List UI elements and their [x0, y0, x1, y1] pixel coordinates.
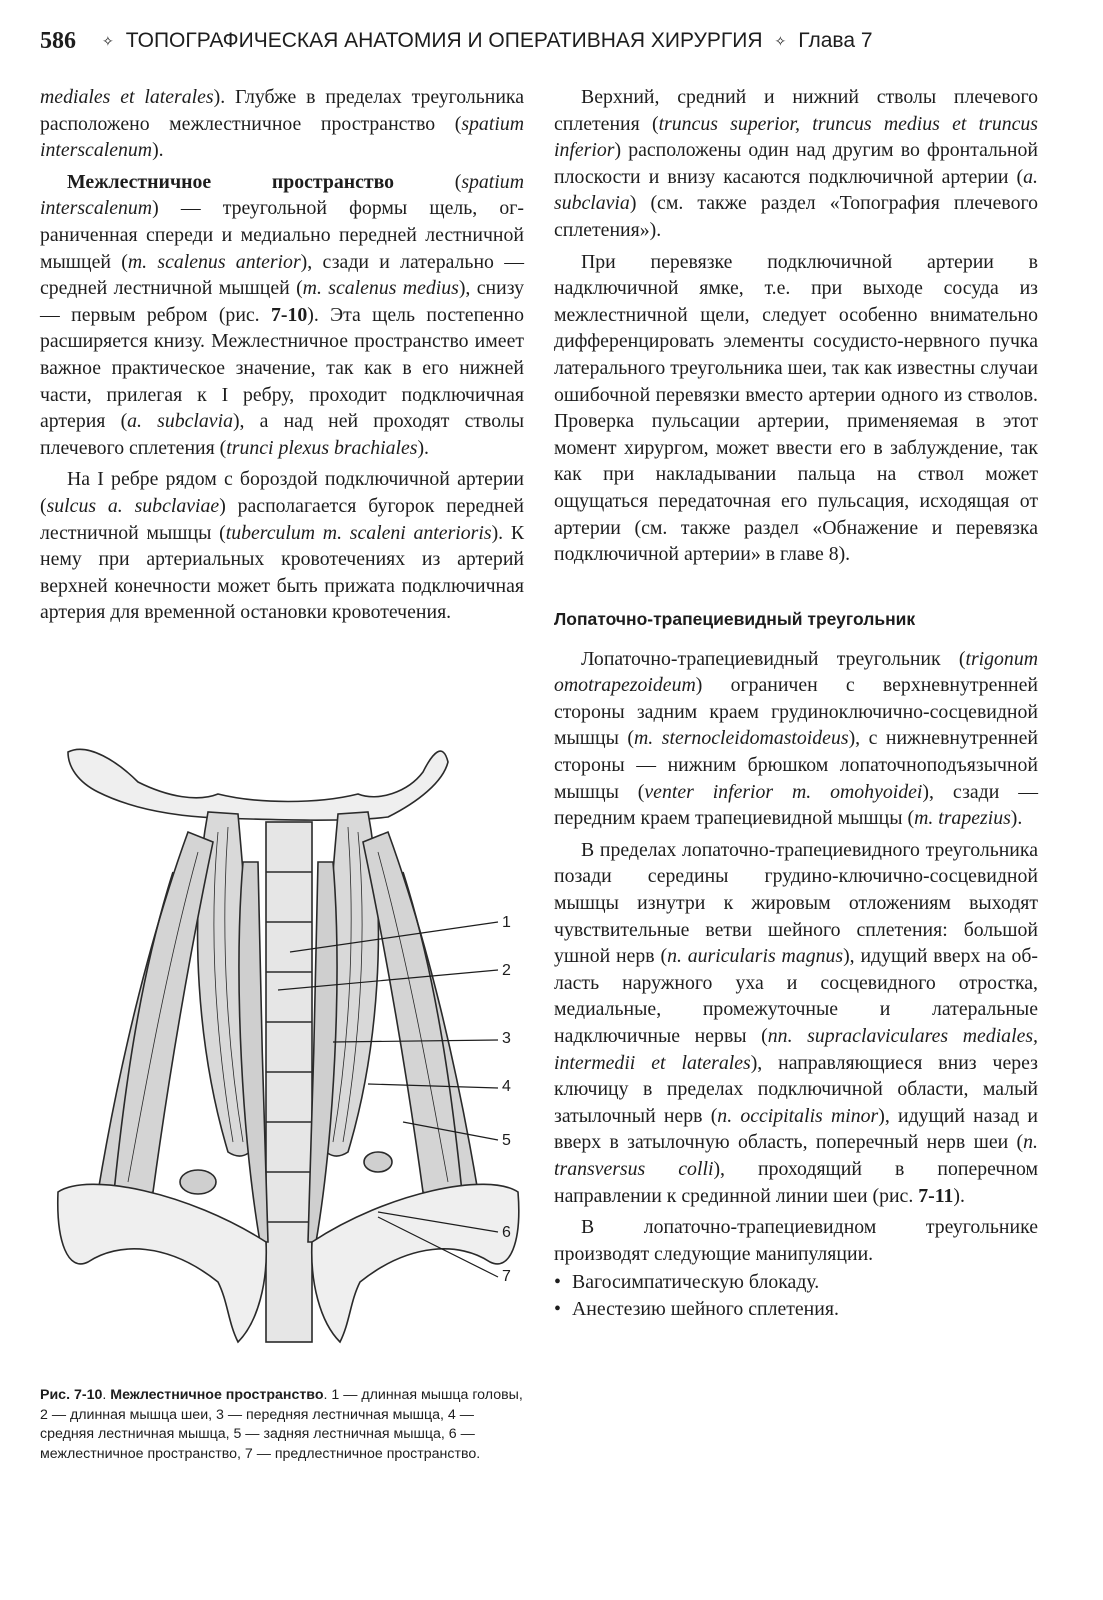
figure-callout: 1: [502, 914, 511, 931]
figure-caption: Рис. 7-10. Межлестничное пространство. 1 — длинная мышца головы, 2 — длинная мышца шеи, 3 — передняя лестничная мышца, 4 — средняя лестничная мышца, 5 — задняя лестничная мышца, 6 — межлестничное пространство, 7 — предлестничное пространство.: [40, 1387, 523, 1462]
diamond-icon: ✧: [102, 32, 114, 49]
paragraph: Межлестничное пространство (spatium interscalenum) — треугольной формы щель, ограниченная спереди и медиально передней лестничной мышцей (m. scalenus anterior), сзади и латерально — средней лестничной мышцей (m. scalenus medius), снизу — первым ребром (рис. 7-10). Эта щель постепенно расширяется книзу. Межлестничное пространство имеет важное практическое значение, так как в его нижней части, прилегая к I ребру, проходит подключичная артерия (a. subclavia), а над ней проходят стволы плечевого сплетения (trunci plexus brachiales).: [40, 170, 524, 459]
paragraph: При перевязке подключичной артерии в надключичной ямке, т.е. при выходе сосуда из межлестничной щели, следует особенно внимательно дифференцировать элементы сосудисто-нервного пучка латерального треугольника шеи, так как известны случаи ошибочной перевязки вместо артерии одного из стволов. Проверка пульсации артерии, применяемая в этот момент хирургом, может ввести его в заблуждение, так как при накладывании пальца на ствол может ощущаться передаточная его пульсация, исходящая от артерии (см. также раздел «Обнажение и перевязка подключичной артерии» в главе 8).: [554, 250, 1038, 566]
right-column: [554, 84, 1038, 1323]
page-header: [40, 24, 1080, 58]
chapter-label: Глава 7: [798, 29, 873, 52]
page-number: 586: [40, 27, 76, 54]
figure-callout: 3: [502, 1030, 511, 1047]
section-heading: Лопаточно-трапециевидный треугольник: [554, 608, 916, 629]
neck-muscles-illustration: [28, 722, 548, 1382]
paragraph: В пределах лопаточно-трапециевидного треугольника позади середины грудино-ключично-сосцевидной мышцы изнутри к жировым отложениям выходят чувствительные ветви шейного сплетения: большой ушной нерв (n. auricularis magnus), идущий вверх на область наружного уха и сосцевидного отростка, медиальные, промежуточные и латеральные надключичные нервы (nn. supraclaviculares mediales, intermedii et laterales), направляющиеся вниз через ключицу в пределах подключичной области, малый затылочный нерв (n. occipitalis minor), идущий назад и вверх в затылочную область, поперечный нерв шеи (n. transversus colli), проходящий в поперечном направлении к срединной линии шеи (рис. 7-11).: [554, 838, 1039, 1207]
left-column: [40, 84, 524, 626]
list-item: • Вагосимпатическую блокаду.: [554, 1269, 1038, 1296]
figure-callout: 7: [502, 1268, 511, 1285]
paragraph: mediales et laterales). Глубже в пределах треугольника расположено межлестничное пространство (spatium interscalenum).: [40, 86, 524, 162]
book-title: ТОПОГРАФИЧЕСКАЯ АНАТОМИЯ И ОПЕРАТИВНАЯ ХИРУРГИЯ: [125, 29, 763, 52]
paragraph: В лопаточно-трапециевидном треугольнике производят следующие манипуляции.: [554, 1216, 1038, 1265]
figure-callout: 5: [502, 1132, 511, 1149]
paragraph: На I ребре рядом с бороздой подключичной артерии (sulcus a. subclaviae) располагается бугорок передней лестничной мышцы (tuberculum m. scaleni anterioris). К нему при артериальных кровотечениях из артерий верхней конечности может быть прижата подключичная артерия для временной остановки кровотечения.: [40, 468, 525, 624]
figure-callout: 4: [502, 1078, 511, 1095]
list-item: • Анестезию шейного сплетения.: [554, 1296, 1038, 1323]
figure-callout: 6: [502, 1224, 511, 1241]
figure-callout: 2: [502, 962, 511, 979]
anatomy-figure: [28, 722, 548, 1382]
paragraph: Лопаточно-трапециевидный треугольник (trigonum omotrapezoideum) ограничен с верхневнутренней стороны задним краем грудиноключично-сосцевидной мышцы (m. sternocleidomastoideus), с нижневнутренней стороны — нижним брюшком лопаточноподъязычной мышцы (venter inferior m. omohyoidei), сзади — передним краем трапециевидной мышцы (m. trapezius).: [554, 647, 1038, 830]
diamond-icon: ✧: [774, 32, 787, 49]
paragraph: Верхний, средний и нижний стволы плечевого сплетения (truncus superior, truncus medius et truncus inferior) расположены один над другим во фронтальной плоскости и внизу касаются подключичной артерии (a. subclavia) (см. также раздел «Топография плечевого сплетения»).: [554, 86, 1038, 241]
bullet-list: [554, 1269, 1038, 1322]
